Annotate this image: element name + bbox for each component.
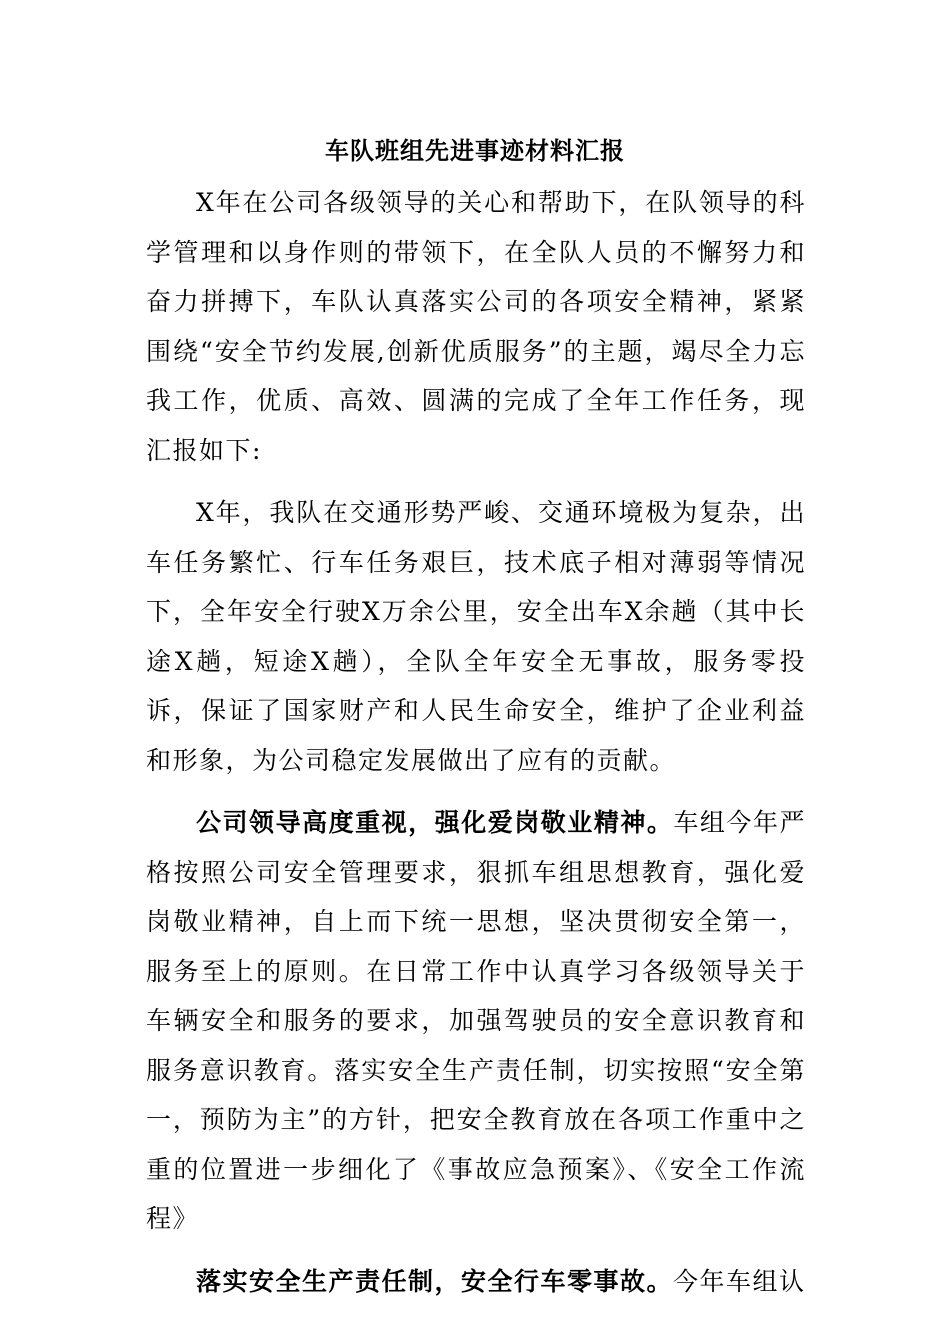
- paragraph-2: [146, 488, 806, 785]
- paragraph-text: X年，我队在交通形势严峻、交通环境极为复杂，出车任务繁忙、行车任务艰巨，技术底子相对薄弱等情况下，全年安全行驶X万余公里，安全出车X余趟（其中长途X趟，短途X趟），全队全年安全无事故，服务零投诉，保证了国家财产和人民生命安全，维护了企业利益和形象，为公司稳定发展做出了应有的贡献。: [146, 498, 806, 775]
- paragraph-1: [146, 178, 806, 475]
- paragraph-lead: 公司领导高度重视，强化爱岗敬业精神。: [196, 808, 674, 837]
- paragraph-text: 今年车组认: [673, 1266, 806, 1296]
- document-body: [146, 178, 806, 1319]
- paragraph-text: X年在公司各级领导的关心和帮助下，在队领导的科学管理和以身作则的带领下，在全队人员的不懈努力和奋力拼搏下，车队认真落实公司的各项安全精神，紧紧围绕“安全节约发展,创新优质服务”的主题，竭尽全力忘我工作，优质、高效、圆满的完成了全年工作任务，现汇报如下:: [146, 188, 806, 465]
- paragraph-lead: 落实安全生产责任制，安全行车零事故。: [196, 1266, 674, 1296]
- document-title: 车队班组先进事迹材料汇报: [325, 136, 625, 165]
- paragraph-3: [146, 798, 806, 1244]
- paragraph-text: 车组今年严格按照公司安全管理要求，狠抓车组思想教育，强化爱岗敬业精神，自上而下统一思想，坚决贯彻安全第一，服务至上的原则。在日常工作中认真学习各级领导关于车辆安全和服务的要求，加强驾驶员的安全意识教育和服务意识教育。落实安全生产责任制，切实按照“安全第一，预防为主”的方针，把安全教育放在各项工作重中之重的位置进一步细化了《事故应急预案》、《安全工作流程》: [146, 808, 806, 1233]
- paragraph-4: [146, 1257, 806, 1307]
